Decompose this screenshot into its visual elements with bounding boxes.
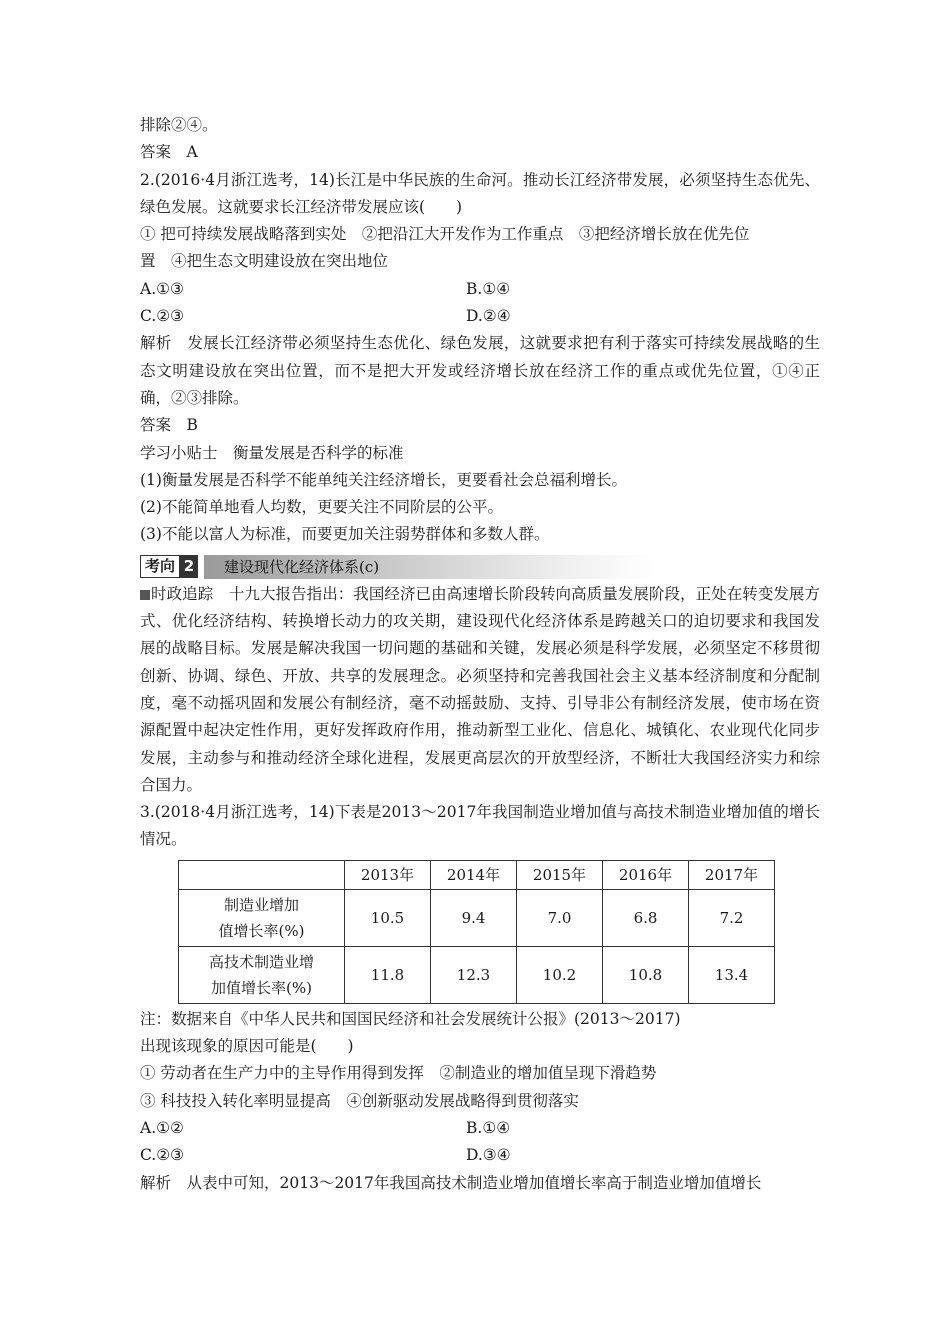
q3-stem: 3.(2018·4月浙江选考，14)下表是2013～2017年我国制造业增加值与高技术制造业增加值的增长情况。 [140,803,820,849]
square-bullet-icon [140,590,150,600]
section-badge-number: 2 [180,555,198,578]
q3-option-d: D.③④ [466,1146,511,1165]
news-text: 时政追踪 十九大报告指出：我国经济已由高速增长阶段转向高质量发展阶段，正处在转变发展方式、优化经济结构、转换增长动力的攻关期，建设现代化经济体系是跨越关口的迫切要求和我国发展的战略目标。发展是解决我国一切问题的基础和关键，发展必须是科学发展，必须坚定不移贯彻创新、协调、绿色、开放、共享的发展理念。必须坚持和完善我国社会主义基本经济制度和分配制度，毫不动摇巩固和发展公有制经济，毫不动摇鼓励、支持、引导非公有制经济发展，使市场在资源配置中起决定性作用，更好发挥政府作用，推动新型工业化、信息化、城镇化、农业现代化同步发展，主动参与和推动经济全球化进程，发展更高层次的开放型经济，不断壮大我国经济实力和综合国力。 [140,584,820,794]
table-header-cell [179,860,345,889]
section-header [140,553,820,581]
table-header-cell: 2016年 [603,860,689,889]
q3-choices-line2: ③ 科技投入转化率明显提高 ④创新驱动发展战略得到贯彻落实 [140,1091,579,1110]
q3-analysis-start: 解析 从表中可知，2013～2017年我国高技术制造业增加值增长率高于制造业增加值增长 [140,1173,762,1192]
table-row [179,946,775,1003]
q2-answer: 答案 B [140,416,198,435]
q3-options-row1 [140,1115,820,1142]
table-cell: 6.8 [603,889,689,946]
tips-item-2: (2)不能简单地看人均数，更要关注不同阶层的公平。 [140,498,503,517]
row-label-line2: 加值增长率(%) [211,978,312,997]
q2-options-row2 [140,303,820,330]
q2-stem: 2.(2016·4月浙江选考，14)长江是中华民族的生命河。推动长江经济带发展，必须坚持生态优先、绿色发展。这就要求长江经济带发展应该( ) [140,170,820,216]
row-label-line1: 制造业增加 [223,895,299,914]
tips-item-1: (1)衡量发展是否科学不能单纯关注经济增长，更要看社会总福利增长。 [140,470,627,489]
q2-option-c: C.②③ [140,307,185,326]
q2-options-row1 [140,276,820,303]
document-page [140,112,820,1197]
section-badge-label: 考向 [140,555,180,578]
q3-choices-line1: ① 劳动者在生产力中的主导作用得到发挥 ②制造业的增加值呈现下滑趋势 [140,1064,657,1083]
table-cell: 11.8 [345,946,431,1003]
table-note: 注：数据来自《中华人民共和国国民经济和社会发展统计公报》(2013～2017) [140,1009,681,1028]
tips-title: 学习小贴士 衡量发展是否科学的标准 [140,443,404,462]
table-header-cell: 2014年 [431,860,517,889]
table-header-cell: 2017年 [689,860,775,889]
table-row-label [179,946,345,1003]
table-cell: 9.4 [431,889,517,946]
table-cell: 10.8 [603,946,689,1003]
table-header-row [179,860,775,889]
q3-options-row2 [140,1142,820,1169]
row-label-line2: 值增长率(%) [218,921,305,940]
q3-option-a: A.①② [140,1118,184,1137]
table-cell: 12.3 [431,946,517,1003]
table-cell: 7.0 [517,889,603,946]
q3-option-b: B.①④ [466,1118,511,1137]
section-title-bar [204,555,654,579]
table-cell: 10.2 [517,946,603,1003]
answer-1: 答案 A [140,143,198,162]
table-row [179,889,775,946]
table-header-cell: 2015年 [517,860,603,889]
table-cell: 13.4 [689,946,775,1003]
row-label-line1: 高技术制造业增 [208,952,314,971]
q2-option-a: A.①③ [140,279,184,298]
table-row-label [179,889,345,946]
table-cell: 7.2 [689,889,775,946]
news-paragraph [140,581,820,799]
section-title: 建设现代化经济体系(c) [224,558,380,577]
q2-analysis: 解析 发展长江经济带必须坚持生态优化、绿色发展，这就要求把有利于落实可持续发展战略的生态文明建设放在突出位置，而不是把大开发或经济增长放在经济工作的重点或优先位置，①④正确，②③排除。 [140,334,820,407]
q2-option-b: B.①④ [466,279,511,298]
exclude-line: 排除②④。 [140,116,218,134]
table-cell: 10.5 [345,889,431,946]
q2-choices-line2: 置 ④把生态文明建设放在突出地位 [140,252,389,271]
q3-ask: 出现该现象的原因可能是( ) [140,1037,354,1056]
q2-choices-line1: ① 把可持续发展战略落到实处 ②把沿江大开发作为工作重点 ③把经济增长放在优先位 [140,225,750,244]
q3-option-c: C.②③ [140,1146,185,1165]
table-header-cell: 2013年 [345,860,431,889]
q2-option-d: D.②④ [466,307,511,326]
tips-item-3: (3)不能以富人为标准，而要更加关注弱势群体和多数人群。 [140,525,550,544]
growth-table [178,860,775,1004]
